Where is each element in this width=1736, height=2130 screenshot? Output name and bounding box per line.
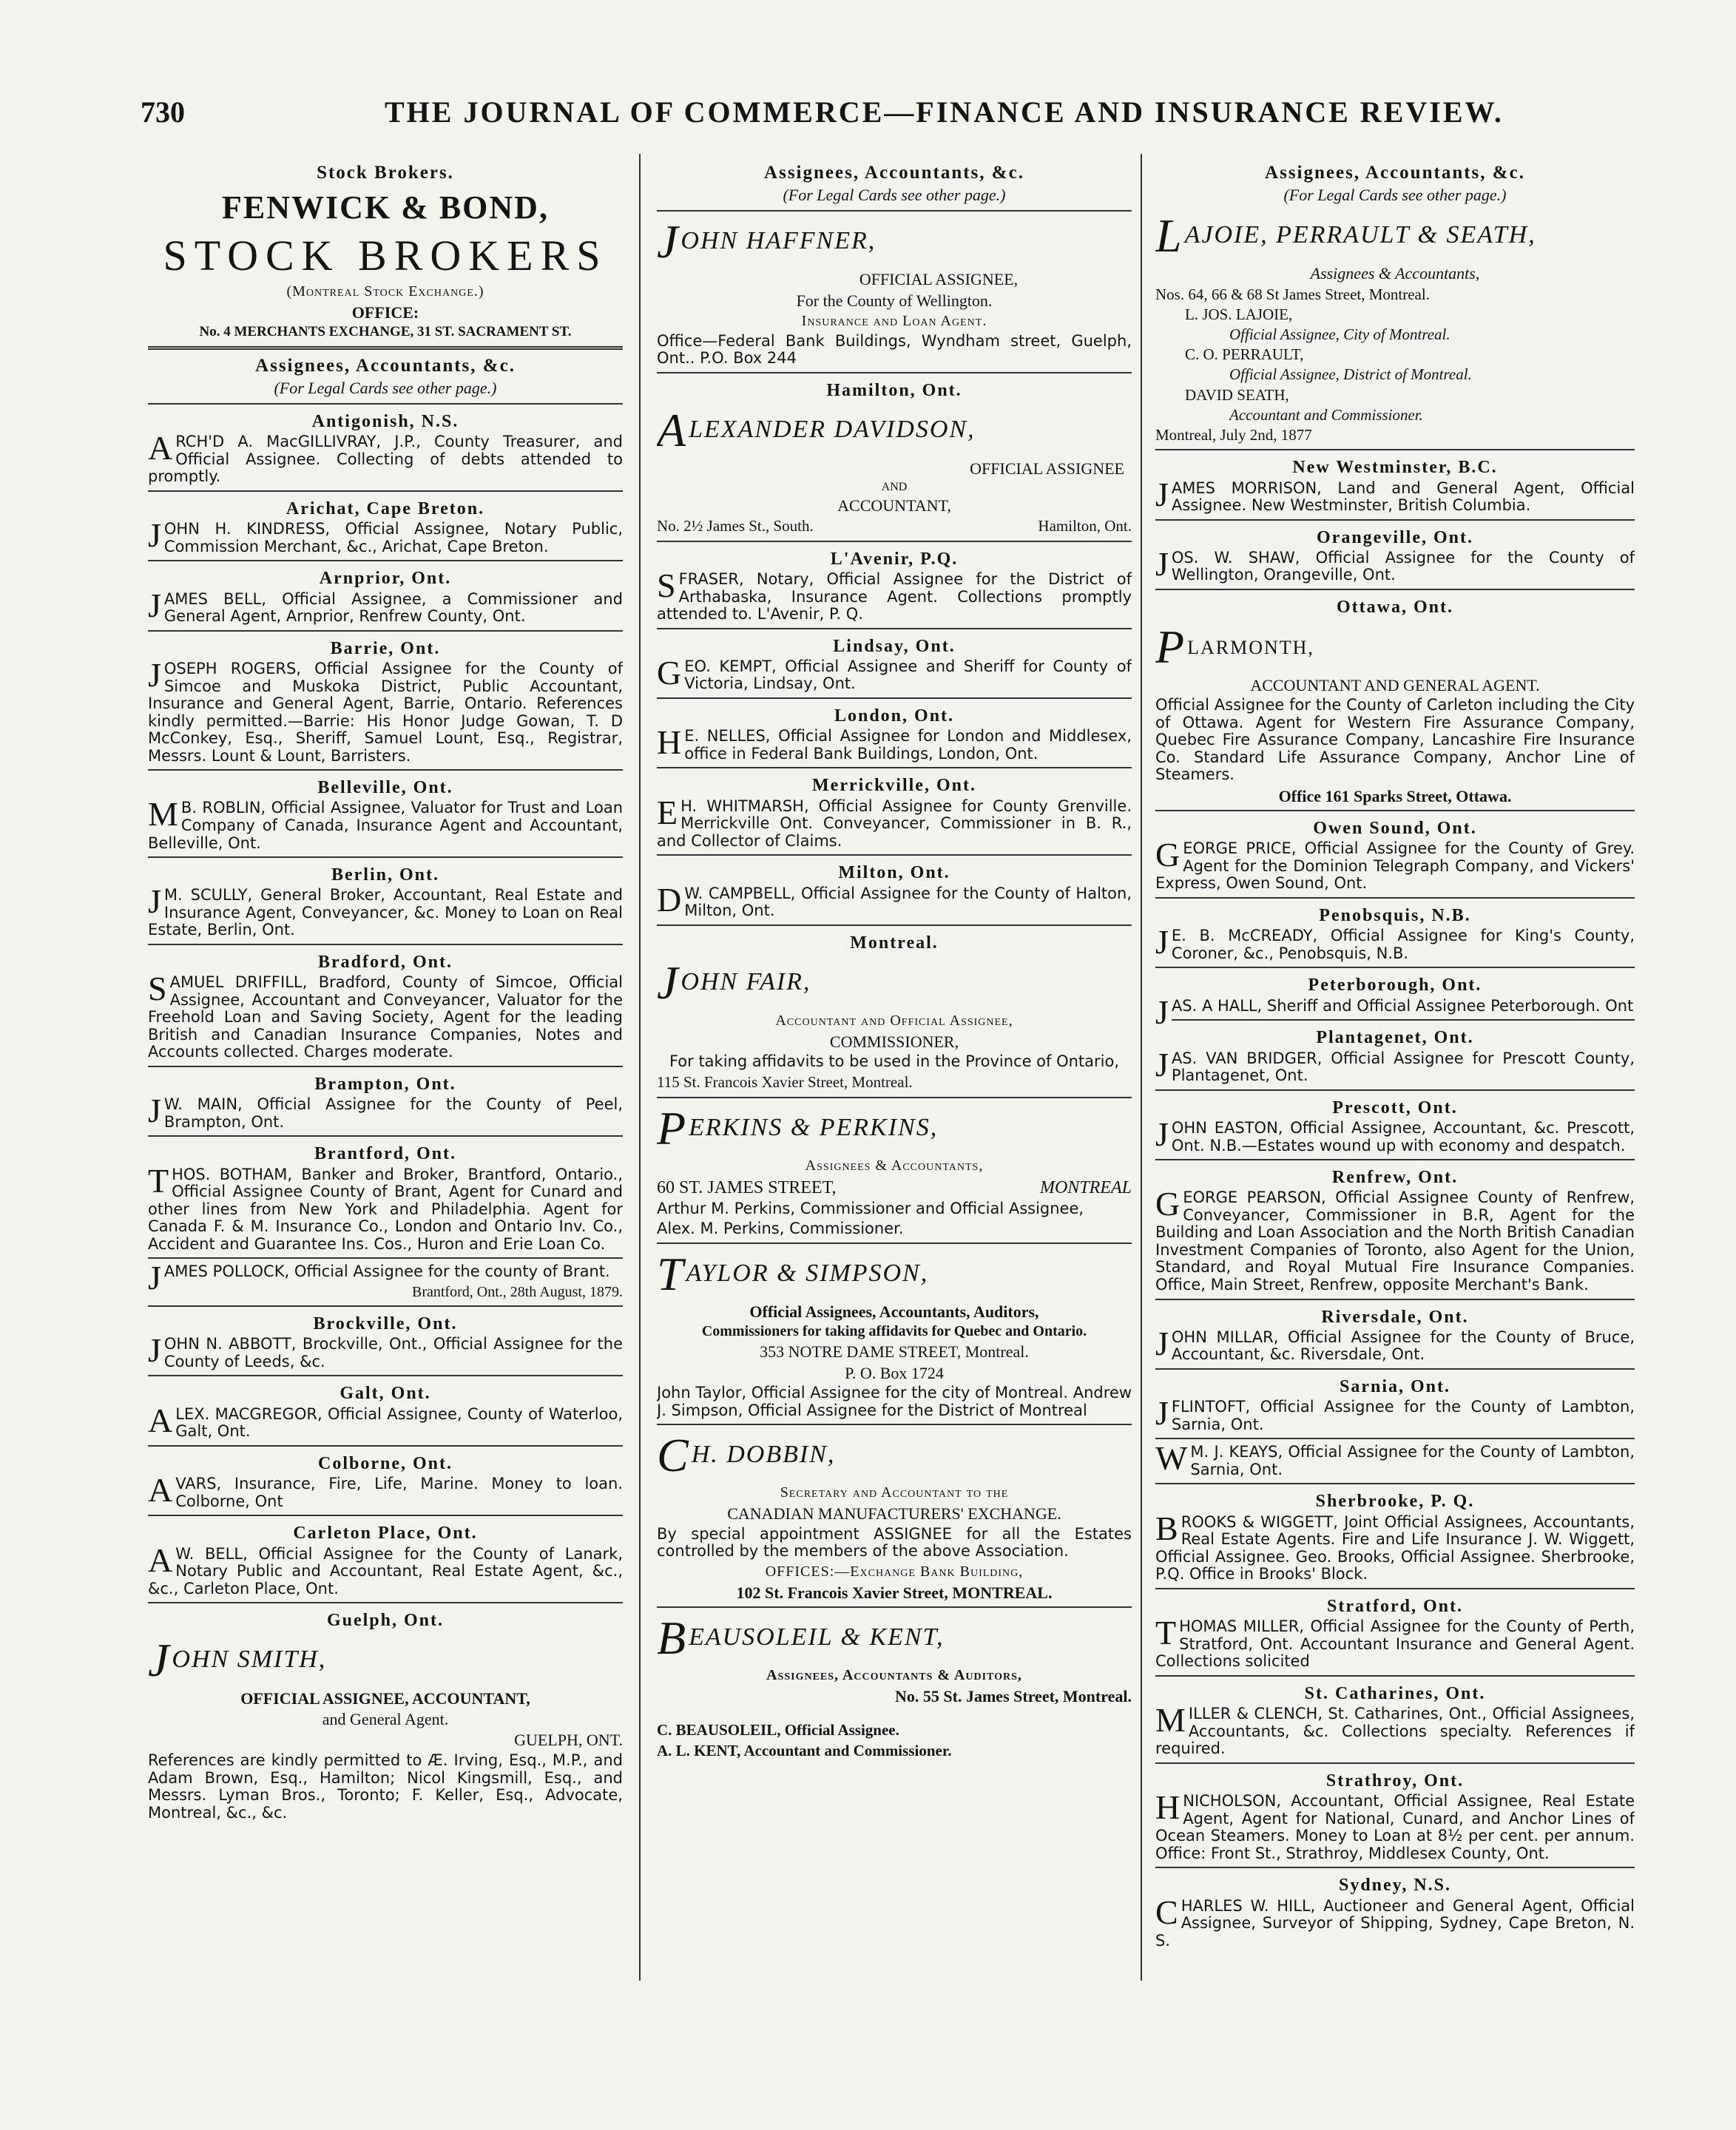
dropcap: T	[148, 1161, 169, 1200]
dropcap: E	[657, 793, 678, 831]
advertiser-place: GUELPH, ONT.	[514, 1731, 623, 1750]
listing-entry: ARCH'D A. MacGILLIVRAY, J.P., County Treasurer, and Official Assignee. Collecting of debts attended to promptly.	[148, 429, 623, 486]
dropcap: G	[1155, 1185, 1181, 1223]
dropcap: J	[148, 516, 161, 555]
dropcap: D	[657, 880, 682, 919]
dropcap: J	[1155, 1324, 1169, 1362]
advertiser-name: PERKINS & PERKINS,	[657, 1101, 939, 1154]
advertiser-name: TAYLOR & SIMPSON,	[657, 1247, 929, 1300]
dropcap: J	[1155, 544, 1169, 583]
dropcap: J	[148, 882, 161, 921]
divider	[148, 944, 623, 945]
divider	[148, 630, 623, 632]
divider	[148, 769, 623, 771]
divider	[657, 854, 1132, 856]
exchange-note: (Montreal Stock Exchange.)	[286, 283, 484, 300]
place-heading: Prescott, Ont.	[1332, 1098, 1458, 1118]
column-divider	[639, 154, 641, 1981]
advertiser-address: 353 NOTRE DAME STREET, Montreal.	[760, 1342, 1029, 1362]
divider	[657, 1606, 1132, 1608]
advertiser-title: OFFICIAL ASSIGNEE,	[859, 270, 1019, 289]
listing-entry: JAMES BELL, Official Assignee, a Commissioner and General Agent, Arnprior, Renfrew County, Ont.	[148, 586, 623, 626]
advertiser-name: ALEXANDER DAVIDSON,	[657, 404, 976, 457]
place-heading: Merrickville, Ont.	[812, 776, 976, 796]
section-heading: Assignees, Accountants, &c.	[764, 163, 1024, 183]
dropcap: C	[1155, 1893, 1178, 1931]
advertiser-address: 115 St. Francois Xavier Street, Montreal.	[657, 1073, 913, 1092]
advertiser-name: JOHN FAIR,	[657, 956, 811, 1010]
listing-entry: Alex. M. Perkins, Commissioner.	[657, 1220, 904, 1238]
listing-entry: GEO. KEMPT, Official Assignee and Sheriff for County of Victoria, Lindsay, Ont.	[657, 653, 1132, 693]
divider	[1155, 1588, 1635, 1589]
place-heading: Antigonish, N.S.	[311, 411, 459, 431]
column-2	[657, 157, 1132, 1984]
dropcap: A	[148, 1471, 173, 1509]
dropcap: H	[657, 723, 682, 762]
advertiser-title: Assignees & Accountants,	[805, 1157, 984, 1174]
listing-entry: ALEX. MACGREGOR, Official Assignee, County of Waterloo, Galt, Ont.	[148, 1401, 623, 1441]
dropcap: J	[148, 1331, 161, 1370]
dropcap: A	[148, 1401, 173, 1439]
listing-entry: M B. ROBLIN, Official Assignee, Valuator for Trust and Loan Company of Canada, Insurance Agent and Accountant, Belleville, Ont.	[148, 795, 623, 852]
page-title: THE JOURNAL OF COMMERCE—FINANCE AND INSURANCE REVIEW.	[385, 95, 1504, 129]
office-address: No. 4 MERCHANTS EXCHANGE, 31 ST. SACRAMENT ST.	[199, 324, 572, 340]
listing-entry: JOHN H. KINDRESS, Official Assignee, Notary Public, Commission Merchant, &c., Arichat, Cape Breton.	[148, 516, 623, 555]
listing-entry: J E. B. McCREADY, Official Assignee for King's County, Coroner, &c., Penobsquis, N.B.	[1155, 923, 1635, 962]
place-heading: Owen Sound, Ont.	[1313, 818, 1477, 838]
office-label: OFFICE:	[351, 302, 419, 322]
dropcap: J	[148, 1092, 161, 1130]
dropcap: M	[148, 795, 178, 834]
place-heading: St. Catharines, Ont.	[1304, 1683, 1486, 1703]
advertiser-agent: Insurance and Loan Agent.	[801, 312, 987, 329]
advertiser-title: Assignees & Accountants,	[1310, 264, 1480, 283]
place-heading: Arichat, Cape Breton.	[286, 498, 485, 518]
dropcap: J	[1155, 1394, 1169, 1433]
place-heading: Brampton, Ont.	[314, 1074, 456, 1094]
place-heading: L'Avenir, P.Q.	[830, 549, 959, 569]
dropcap: A	[148, 429, 173, 467]
listing-entry: John Taylor, Official Assignee for the city of Montreal. Andrew J. Simpson, Official Assignee for the District of Montreal	[657, 1384, 1132, 1419]
place-heading: Milton, Ont.	[838, 863, 950, 883]
divider	[1155, 1675, 1635, 1677]
divider	[657, 767, 1132, 768]
divider	[148, 1602, 623, 1603]
place-heading: Galt, Ont.	[340, 1384, 431, 1404]
advertiser-title: OFFICIAL ASSIGNEE, ACCOUNTANT,	[240, 1688, 530, 1708]
listing-entry: JAMES POLLOCK, Official Assignee for the county of Brant.	[148, 1259, 610, 1297]
dropcap: J	[1155, 1045, 1169, 1083]
advertiser-office: Office 161 Sparks Street, Ottawa.	[1278, 786, 1512, 805]
divider	[1155, 519, 1635, 521]
listing-entry: J W. MAIN, Official Assignee for the County of Peel, Brampton, Ont.	[148, 1092, 623, 1131]
listing-entry: GEORGE PRICE, Official Assignee for the County of Grey. Agent for the Dominion Telegraph Company, and Vickers' Express, Owen Sound, Ont.	[1155, 836, 1635, 893]
advertiser-partner: A. L. KENT, Accountant and Commissioner.	[657, 1741, 952, 1759]
divider	[148, 403, 623, 405]
listing-entry: JAMES MORRISON, Land and General Agent, Official Assignee. New Westminster, British Columbia.	[1155, 475, 1635, 515]
place-heading: Strathroy, Ont.	[1325, 1771, 1465, 1791]
dropcap: J	[1155, 1115, 1169, 1153]
place-heading: Sydney, N.S.	[1338, 1876, 1452, 1896]
divider	[148, 1135, 623, 1137]
dropcap: J	[1155, 993, 1169, 1031]
advertiser-address: No. 2½ James St., South. Hamilton, Ont.	[657, 517, 1132, 535]
divider	[1155, 1483, 1635, 1484]
listing-entry: JOHN N. ABBOTT, Brockville, Ont., Official Assignee for the County of Leeds, &c.	[148, 1331, 623, 1370]
divider	[1155, 1762, 1635, 1764]
advertiser-title: Official Assignees, Accountants, Auditors,	[749, 1302, 1039, 1322]
divider	[1155, 810, 1635, 811]
page-number: 730	[141, 95, 185, 129]
advertiser-address: No. 55 St. James Street, Montreal.	[895, 1687, 1132, 1706]
place-heading: Ottawa, Ont.	[1337, 597, 1453, 617]
listing-entry: BROOKS & WIGGETT, Joint Official Assignees, Accountants, Real Estate Agents. Fire and Life Insurance J. W. Wiggett, Official Assignee. Geo. Brooks, Official Assignee. Sherbrooke, P.Q. Office in Brooks' Block.	[1155, 1509, 1635, 1583]
divider	[657, 697, 1132, 699]
advertiser-address: 60 ST. JAMES STREET, MONTREAL	[657, 1177, 1132, 1197]
divider	[148, 1257, 623, 1259]
partner-name: C. O. PERRAULT,	[1185, 345, 1304, 364]
dropcap: B	[1155, 1509, 1178, 1547]
column-3	[1155, 157, 1635, 1984]
divider	[657, 541, 1132, 542]
listing-entry: JOSEPH ROGERS, Official Assignee for the County of Simcoe and Muskoka District, Public Accountant, Insurance and General Agent, Barrie, Ontario. References kindly permitted.—Barrie: His Honor Judge Gowan, T. D McConkey, Esq., Sheriff, Samuel Lount, Esq., Registrar, Messrs. Lount & Lount, Barristers.	[148, 656, 623, 765]
advertiser-subtitle: and General Agent.	[322, 1710, 449, 1729]
partner-role: Accountant and Commissioner.	[1229, 405, 1423, 424]
place-heading: New Westminster, B.C.	[1292, 458, 1498, 478]
advertiser-name: PLARMONTH,	[1155, 621, 1314, 674]
listing-entry: Office—Federal Bank Buildings, Wyndham street, Guelph, Ont.. P.O. Box 244	[657, 331, 1132, 368]
advertiser-and: AND	[881, 480, 908, 493]
divider	[657, 1424, 1132, 1425]
divider	[657, 1242, 1132, 1244]
listing-entry: THOMAS MILLER, Official Assignee for the County of Perth, Stratford, Ont. Accountant Insurance and General Agent. Collections solicited	[1155, 1614, 1635, 1671]
divider	[657, 1097, 1132, 1098]
divider	[1155, 1159, 1635, 1160]
listing-entry: AVARS, Insurance, Fire, Life, Marine. Money to loan. Colborne, Ont	[148, 1471, 623, 1510]
advertiser-address: Nos. 64, 66 & 68 St James Street, Montreal.	[1155, 285, 1430, 303]
advertiser-role: COMMISSIONER,	[829, 1032, 959, 1051]
divider	[1155, 1438, 1635, 1439]
listing-date: Montreal, July 2nd, 1877	[1155, 425, 1312, 444]
place-heading: Colborne, Ont.	[317, 1453, 453, 1473]
advertiser-title: Assignees, Accountants & Auditors,	[766, 1667, 1022, 1684]
partner-name: DAVID SEATH,	[1185, 385, 1289, 404]
divider	[1155, 1089, 1635, 1091]
advertiser-offices: OFFICES:—Exchange Bank Building,	[765, 1563, 1024, 1580]
dropcap: H	[1155, 1788, 1181, 1827]
dropcap: M	[1155, 1701, 1186, 1740]
listing-entry: JOS. W. SHAW, Official Assignee for the County of Wellington, Orangeville, Ont.	[1155, 544, 1635, 584]
listing-entry: SAMUEL DRIFFILL, Bradford, County of Simcoe, Official Assignee, Accountant and Conveyancer, Valuator for the Freehold Loan and Saving Society, Agent for the leading British and Canadian Insurance Companies, Notes and Accounts collected. Charges moderate.	[148, 970, 623, 1061]
divider	[657, 924, 1132, 926]
advertiser-name: BEAUSOLEIL & KENT,	[657, 1612, 945, 1665]
divider	[1155, 967, 1635, 968]
dropcap: W	[1155, 1439, 1188, 1478]
advertiser-box: P. O. Box 1724	[845, 1363, 944, 1382]
place-heading: Plantagenet, Ont.	[1316, 1028, 1474, 1048]
section-note: (For Legal Cards see other page.)	[1283, 185, 1507, 204]
advertiser-partner: C. BEAUSOLEIL, Official Assignee.	[657, 1721, 899, 1740]
divider	[148, 856, 623, 858]
listing-entry: D W. CAMPBELL, Official Assignee for the County of Halton, Milton, Ont.	[657, 880, 1132, 920]
divider	[148, 1445, 623, 1447]
partner-name: L. JOS. LAJOIE,	[1185, 305, 1293, 323]
listing-entry: JOHN EASTON, Official Assignee, Accountant, &c. Prescott, Ont. N.B.—Estates wound up with economy and despatch.	[1155, 1115, 1635, 1154]
listing-entry: E H. WHITMARSH, Official Assignee for County Grenville. Merrickville Ont. Conveyancer, Commissioner in B. R., and Collector of Claims.	[657, 793, 1132, 850]
place-heading: Peterborough, Ont.	[1308, 976, 1482, 995]
dropcap: J	[1155, 475, 1169, 513]
advertiser-title: OFFICIAL ASSIGNEE	[970, 459, 1124, 478]
listing-entry: JAS. A HALL, Sheriff and Official Assignee Peterborough. Ont	[1155, 993, 1634, 1031]
place-heading: Hamilton, Ont.	[826, 380, 962, 400]
advertiser-address: 102 St. Francois Xavier Street, MONTREAL.	[736, 1583, 1053, 1602]
listing-entry: HNICHOLSON, Accountant, Official Assignee, Real Estate Agent, Agent for National, Cunard, and Anchor Lines of Ocean Steamers. Money to Loan at 8½ per cent. per annum. Office: Front St., Strathroy, Middlesex County, Ont.	[1155, 1788, 1635, 1862]
listing-entry: GEORGE PEARSON, Official Assignee County of Renfrew, Conveyancer, Commissioner in B.R, Agent for the Building and Loan Association and the North British Canadian Investment Companies of Toronto, also Agent for the Union, Standard, and Royal Mutual Fire Insurance Companies. Office, Main Street, Renfrew, opposite Merchant's Bank.	[1155, 1185, 1635, 1294]
place-heading: Penobsquis, N.B.	[1319, 905, 1471, 925]
advertiser-name: LAJOIE, PERRAULT & SEATH,	[1155, 209, 1536, 262]
listing-entry: JFLINTOFT, Official Assignee for the County of Lambton, Sarnia, Ont.	[1155, 1394, 1635, 1433]
advertiser-role: Commissioners for taking affidavits for Quebec and Ontario.	[701, 1323, 1087, 1340]
dropcap: J	[148, 1259, 161, 1297]
listing-entry: References are kindly permitted to Æ. Irving, Esq., M.P., and Adam Brown, Esq., Hamilton; Nicol Kingsmill, Esq., and Messrs. Lyman Bros., Toronto; F. Keller, Esq., Advocate, Montreal, &c., &c.	[148, 1751, 623, 1822]
section-heading: Assignees, Accountants, &c.	[1265, 163, 1525, 183]
dropcap: J	[148, 586, 161, 624]
divider	[1155, 1867, 1635, 1868]
listing-entry: JAS. VAN BRIDGER, Official Assignee for Prescott County, Plantagenet, Ont.	[1155, 1045, 1635, 1085]
dropcap: G	[657, 653, 682, 692]
listing-entry: MILLER & CLENCH, St. Catharines, Ont., Official Assignees, Accountants, &c. Collections specialty. References if required.	[1155, 1701, 1635, 1758]
divider	[657, 628, 1132, 629]
divider	[1155, 449, 1635, 450]
advertiser-name: FENWICK & BOND,	[222, 189, 549, 226]
place-heading: Brantford, Ont.	[314, 1144, 456, 1164]
dropcap: S	[148, 970, 167, 1008]
place-heading: Brockville, Ont.	[313, 1314, 458, 1333]
divider	[1155, 589, 1635, 590]
advertiser-role: ACCOUNTANT,	[837, 496, 951, 515]
place-heading: Lindsay, Ont.	[833, 636, 956, 656]
listing-entry: H E. NELLES, Official Assignee for London and Middlesex, office in Federal Bank Buildings, London, Ont.	[657, 723, 1132, 763]
advertiser-title: Secretary and Accountant to the	[780, 1484, 1009, 1501]
place-heading: Guelph, Ont.	[326, 1611, 445, 1631]
divider	[148, 1515, 623, 1516]
advertiser-title: ACCOUNTANT AND GENERAL AGENT.	[1250, 675, 1540, 694]
divider	[148, 1305, 623, 1307]
listing-entry: A W. BELL, Official Assignee for the County of Lanark, Notary Public and Accountant, Real Estate Agent, &c., &c., Carleton Place, Ont.	[148, 1541, 623, 1598]
dropcap: S	[657, 567, 676, 604]
listing-entry: CHARLES W. HILL, Auctioneer and General Agent, Official Assignee, Surveyor of Shipping, Sydney, Cape Breton, N. S.	[1155, 1893, 1635, 1950]
section-heading: Stock Brokers.	[317, 163, 454, 183]
dropcap: T	[1155, 1614, 1177, 1652]
place-heading: Arnprior, Ont.	[319, 569, 452, 589]
divider	[1155, 897, 1635, 899]
listing-entry: For taking affidavits to be used in the Province of Ontario,	[669, 1052, 1120, 1070]
place-heading: Riversdale, Ont.	[1321, 1307, 1469, 1327]
place-heading: Carleton Place, Ont.	[293, 1524, 478, 1544]
page-header	[141, 95, 1590, 132]
section-note: (For Legal Cards see other page.)	[783, 185, 1006, 204]
place-heading: Bradford, Ont.	[317, 952, 453, 972]
place-heading: Sherbrooke, P. Q.	[1315, 1492, 1475, 1512]
column-1	[148, 157, 623, 1984]
section-heading: Assignees, Accountants, &c.	[255, 355, 516, 376]
divider	[148, 560, 623, 561]
dropcap: A	[148, 1541, 173, 1579]
divider	[148, 1375, 623, 1376]
listing-entry: JOHN MILLAR, Official Assignee for the County of Bruce, Accountant, &c. Riversdale, Ont.	[1155, 1324, 1635, 1364]
divider	[1155, 1368, 1635, 1370]
advertiser-name: CH. DOBBIN,	[657, 1429, 836, 1482]
place-heading: Barrie, Ont.	[330, 638, 441, 658]
place-heading: Sarnia, Ont.	[1339, 1376, 1451, 1396]
advertiser-county: For the County of Wellington.	[796, 291, 993, 310]
divider	[148, 490, 623, 492]
advertiser-name: JOHN SMITH,	[148, 1634, 327, 1687]
section-note: (For Legal Cards see other page.)	[274, 378, 497, 397]
listing-entry: SFRASER, Notary, Official Assignee for the District of Arthabaska, Insurance Agent. Collections promptly attended to. L'Avenir, P. Q.	[657, 567, 1132, 623]
listing-entry: By special appointment ASSIGNEE for all the Estates controlled by the members of the above Association.	[657, 1524, 1132, 1561]
listing-entry: THOS. BOTHAM, Banker and Broker, Brantford, Ontario., Official Assignee County of Brant, Agent for Cunard and other lines from New York and Philadelphia. Agent for Canada F. & M. Insurance Co., London and Ontario Inv. Co., Accident and Guarantee Ins. Cos., Huron and Erie Loan Co.	[148, 1161, 623, 1253]
place-heading: Montreal.	[850, 933, 939, 953]
place-heading: London, Ont.	[834, 706, 955, 726]
listing-date: Brantford, Ont., 28th August, 1879.	[412, 1283, 623, 1300]
dropcap: J	[148, 656, 161, 694]
advertiser-exchange: CANADIAN MANUFACTURERS' EXCHANGE.	[727, 1504, 1061, 1524]
partner-role: Official Assignee, District of Montreal.	[1229, 365, 1472, 384]
advertiser-title: STOCK BROKERS	[163, 231, 608, 280]
place-heading: Belleville, Ont.	[317, 778, 453, 798]
dropcap: J	[1155, 923, 1169, 961]
listing-entry: J M. SCULLY, General Broker, Accountant, Real Estate and Insurance Agent, Conveyancer, &c. Money to Loan on Real Estate, Berlin, Ont.	[148, 882, 623, 939]
listing-entry: Arthur M. Perkins, Commissioner and Official Assignee,	[657, 1199, 1084, 1217]
place-heading: Berlin, Ont.	[331, 865, 439, 885]
divider	[148, 346, 623, 350]
place-heading: Stratford, Ont.	[1327, 1596, 1463, 1616]
place-heading: Renfrew, Ont.	[1331, 1168, 1459, 1188]
place-heading: Orangeville, Ont.	[1317, 527, 1473, 547]
divider	[1155, 1299, 1635, 1300]
divider	[657, 372, 1132, 373]
listing-entry: Official Assignee for the County of Carleton including the City of Ottawa. Agent for Western Fire Assurance Company, Quebec Fire Assurance Company, Lancashire Fire Insurance Co. Standard Life Assurance Company, Anchor Line of Steamers.	[1155, 696, 1635, 784]
column-divider	[1141, 154, 1142, 1981]
advertiser-title: Accountant and Official Assignee,	[775, 1012, 1013, 1029]
divider	[657, 210, 1132, 212]
divider	[1172, 1019, 1635, 1021]
dropcap: G	[1155, 836, 1181, 874]
divider	[148, 1066, 623, 1067]
partner-role: Official Assignee, City of Montreal.	[1229, 325, 1450, 343]
listing-entry: W M. J. KEAYS, Official Assignee for the County of Lambton, Sarnia, Ont.	[1155, 1439, 1635, 1478]
advertiser-name: JOHN HAFFNER,	[657, 214, 877, 268]
